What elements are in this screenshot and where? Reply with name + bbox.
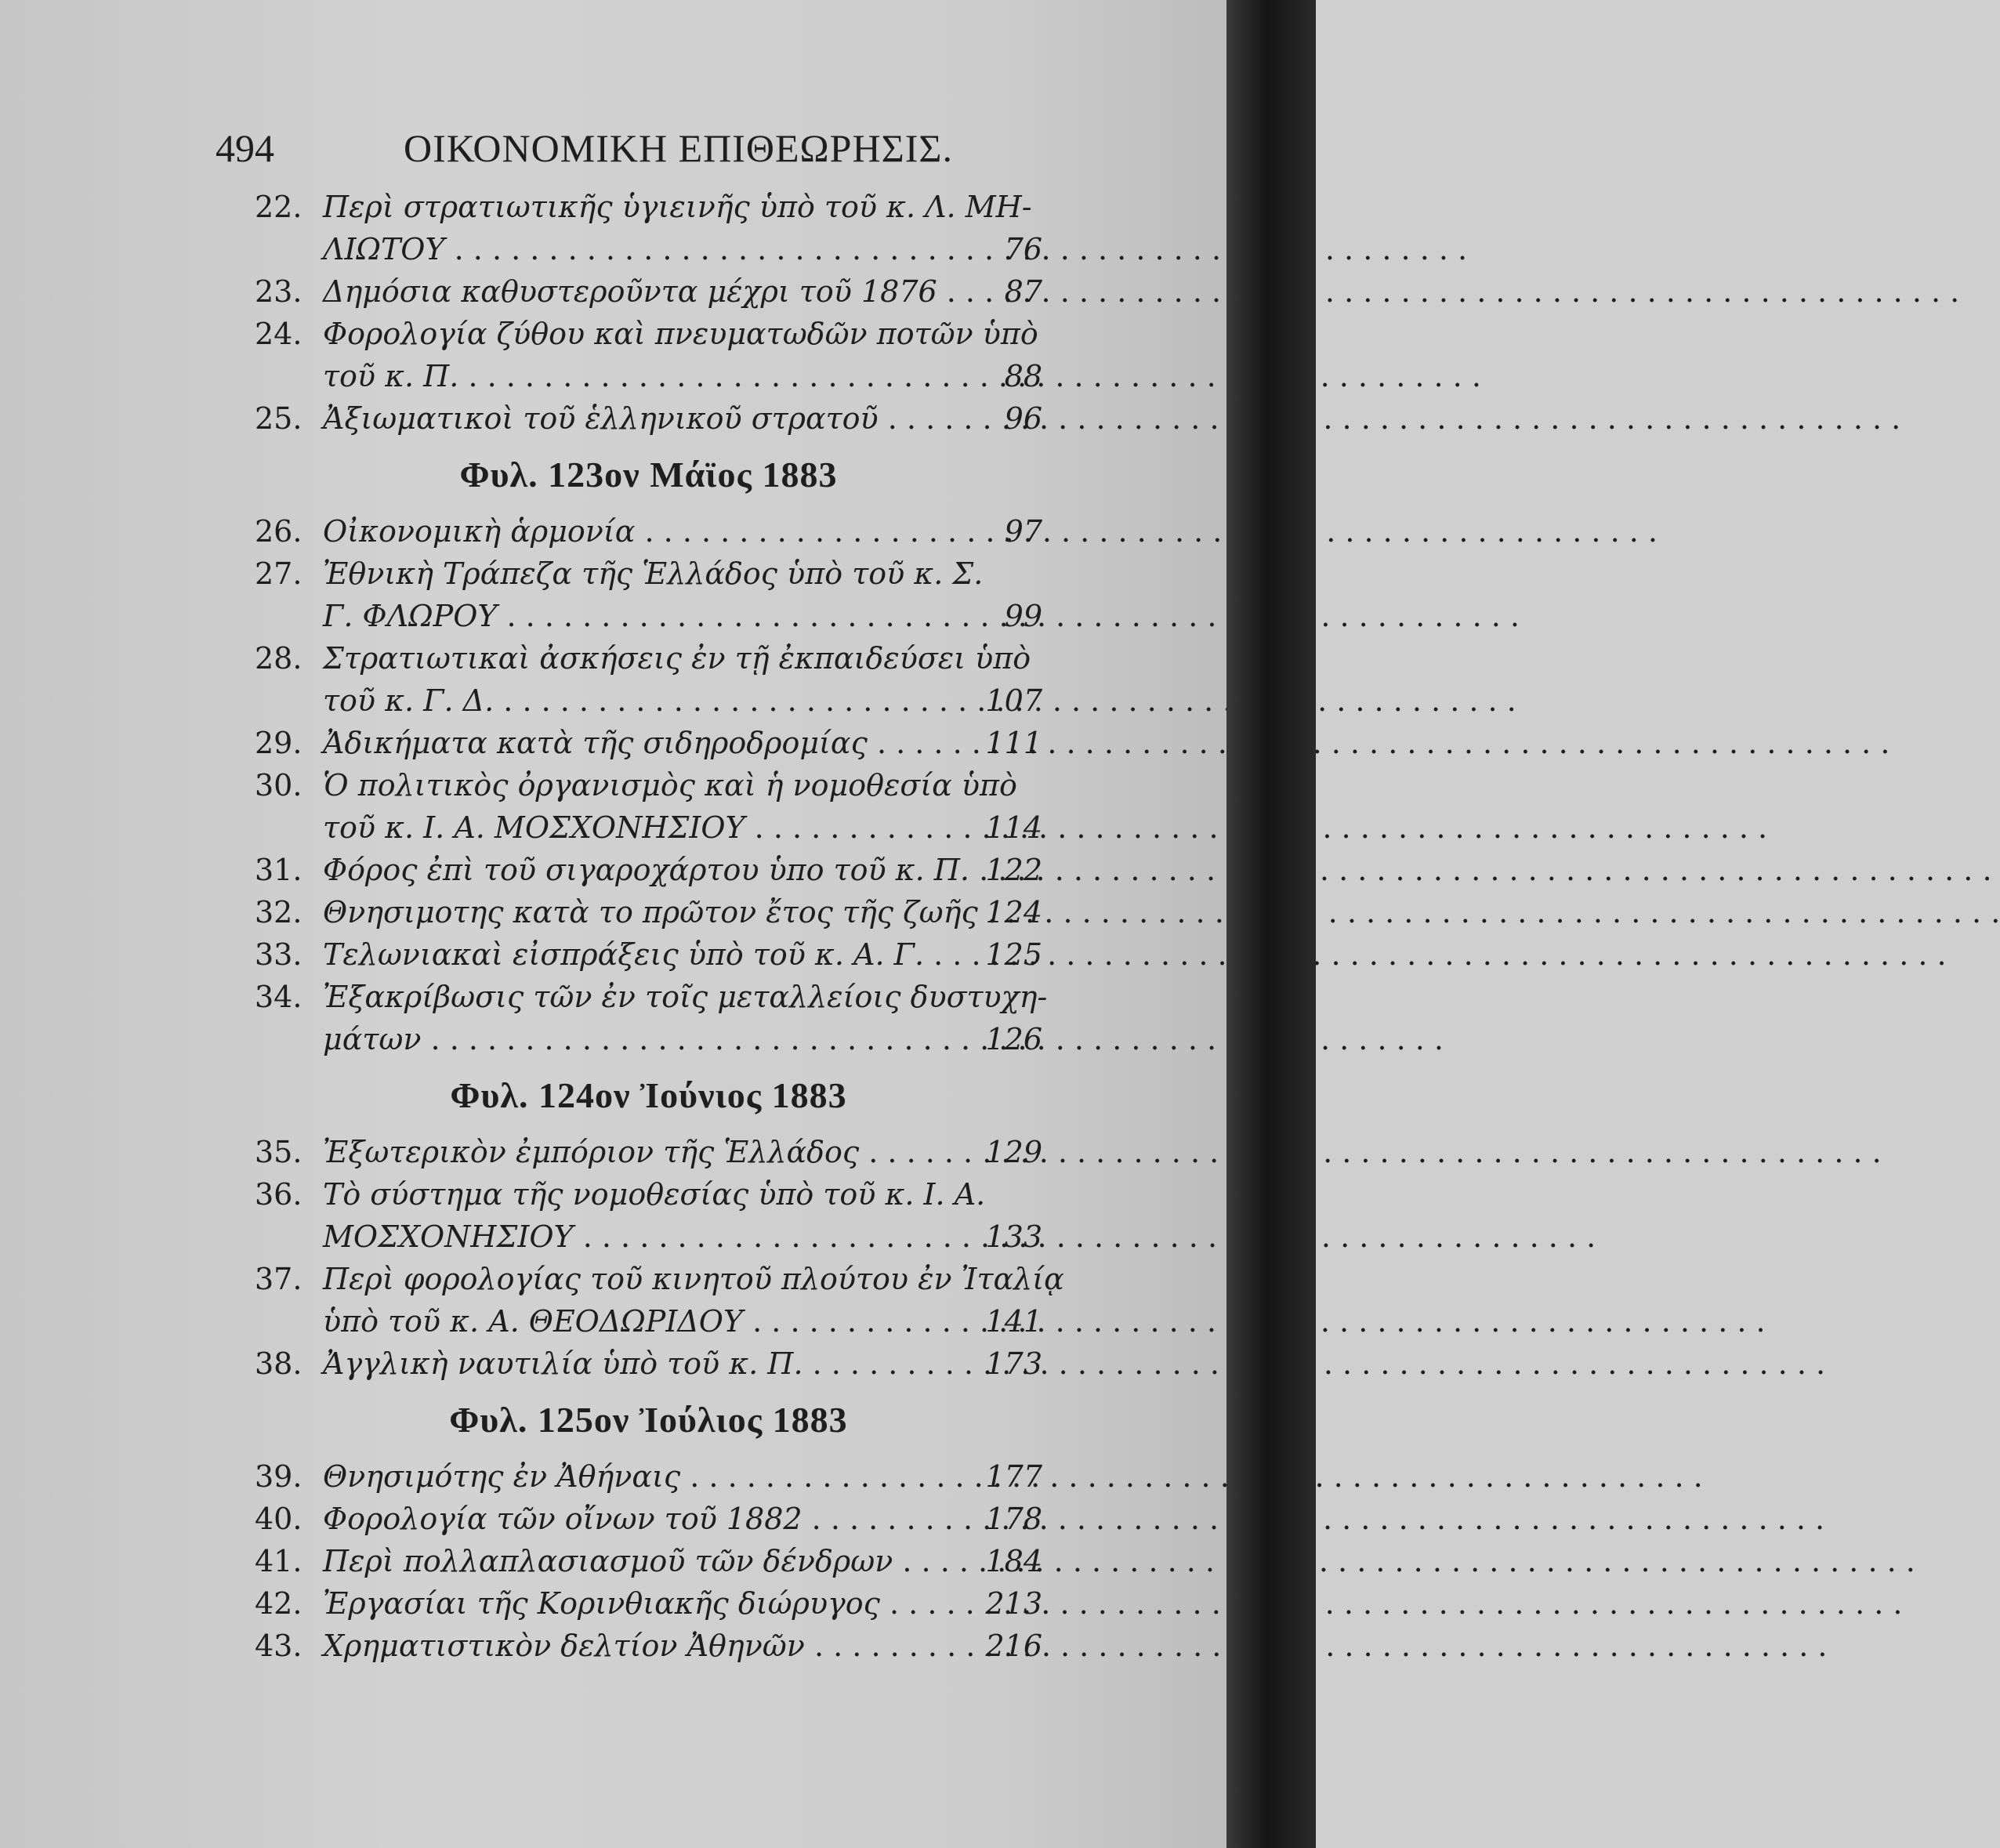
- section-heading: Φυλ. 123ον Μάϊος 1883: [459, 455, 838, 495]
- entry-title: τοῦ κ. Γ. Δ. . . .: [323, 679, 926, 722]
- entry-title: Φορολογία ζύθου καὶ πνευματωδῶν ποτῶν ὑπὸ: [323, 317, 1038, 351]
- entry-number: 42.: [255, 1586, 303, 1621]
- entry-page-number: 184: [985, 1544, 1042, 1578]
- entry-title: Ἀγγλικὴ ναυτιλία ὑπὸ τοῦ κ. Π. . . .: [323, 1343, 926, 1385]
- entry-title: Περὶ πολλαπλασιασμοῦ τῶν δένδρων . . .: [323, 1540, 926, 1582]
- entry-title: Περὶ στρατιωτικῆς ὑγιεινῆς ὑπὸ τοῦ κ. Λ. ΜΗ-: [323, 190, 1032, 224]
- entry-title: Τὸ σύστημα τῆς νομοθεσίας ὑπὸ τοῦ κ. Ι. Α.: [323, 1177, 986, 1212]
- toc-entry-line: [255, 1455, 1042, 1498]
- toc-entry-line: [255, 764, 1042, 806]
- entry-title: Γ. ΦΛΩΡΟΥ . . .: [323, 595, 926, 637]
- entry-title: Ὁ πολιτικὸς ὀργανισμὸς καὶ ἡ νομοθεσία ὑπὸ: [323, 768, 1017, 803]
- entry-title: Τελωνιακαὶ εἰσπράξεις ὑπὸ τοῦ κ. Α. Γ. . . .: [323, 933, 926, 976]
- entry-page-number: 125: [985, 937, 1042, 972]
- entry-page-number: 111: [985, 726, 1042, 760]
- toc-entry-line: [255, 1343, 1042, 1385]
- toc-entry-line: [255, 722, 1042, 764]
- entry-number: 37.: [255, 1262, 303, 1296]
- entry-title: Στρατιωτικαὶ ἀσκήσεις ἐν τῇ ἐκπαιδεύσει ὑπὸ: [323, 641, 1031, 676]
- entry-number: 23.: [255, 274, 303, 309]
- entry-number: 27.: [255, 556, 303, 591]
- entry-number: 43.: [255, 1629, 303, 1663]
- entry-title: Ἀδικήματα κατὰ τῆς σιδηροδρομίας . . .: [323, 722, 926, 764]
- entry-title: Περὶ φορολογίας τοῦ κινητοῦ πλούτου ἐν Ἰταλίᾳ: [323, 1262, 1064, 1296]
- entry-page-number: 173: [985, 1346, 1042, 1381]
- page-number: 494: [216, 126, 274, 170]
- entry-page-number: 122: [985, 853, 1042, 887]
- entry-page-number: 126: [985, 1022, 1042, 1056]
- entry-page-number: 124: [985, 895, 1042, 929]
- entry-title: Ἀξιωματικοὶ τοῦ ἑλληνικοῦ στρατοῦ . . .: [323, 397, 926, 440]
- entry-page-number: 87: [1004, 274, 1042, 309]
- entry-page-number: 213: [985, 1586, 1042, 1621]
- entry-page-number: 97: [1004, 514, 1042, 549]
- entry-title: Ἐξακρίβωσις τῶν ἐν τοῖς μεταλλείοις δυστυχη-: [323, 980, 1048, 1014]
- entry-page-number: 107: [985, 683, 1042, 718]
- entry-number: 40.: [255, 1502, 303, 1536]
- entry-page-number: 114: [985, 810, 1042, 845]
- entry-title: μάτων . . .: [323, 1018, 926, 1060]
- running-title: ΟΙΚΟΝΟΜΙΚΗ ΕΠΙΘΕΩΡΗΣΙΣ.: [404, 126, 953, 170]
- entry-title: Χρηματιστικὸν δελτίον Ἀθηνῶν . . .: [323, 1625, 926, 1667]
- toc-entry-line: [255, 1300, 1042, 1343]
- toc-entry-line: [255, 1582, 1042, 1625]
- toc-entry-line: [255, 806, 1042, 849]
- entry-title: Ἐξωτερικὸν ἐμπόριον τῆς Ἑλλάδος . . .: [323, 1131, 926, 1173]
- toc-entry-line: [255, 1258, 1064, 1300]
- toc-entry-line: [255, 933, 1042, 976]
- entry-title: Θνησιμότης ἐν Ἀθήναις . . .: [323, 1455, 926, 1498]
- entry-title: Θνησιμοτης κατὰ το πρῶτον ἔτος τῆς ζωῆς . . .: [323, 891, 926, 933]
- entry-number: 41.: [255, 1544, 303, 1578]
- entry-page-number: 96: [1004, 401, 1042, 436]
- entry-page-number: 178: [985, 1502, 1042, 1536]
- toc-entry-line: [255, 355, 1042, 397]
- toc-entry-line: [255, 553, 1042, 595]
- entry-title: Δημόσια καθυστεροῦντα μέχρι τοῦ 1876 . . .: [323, 270, 926, 313]
- toc-entry-line: [255, 849, 1042, 891]
- toc-entry-line: [255, 595, 1042, 637]
- entry-number: 32.: [255, 895, 303, 929]
- entry-page-number: 133: [985, 1219, 1042, 1254]
- toc-entry-line: [255, 397, 1042, 440]
- entry-page-number: 76: [1004, 232, 1042, 266]
- toc-entry-line: [255, 1216, 1042, 1258]
- toc-entry-line: [255, 679, 1042, 722]
- toc-entry-line: [255, 1173, 1042, 1216]
- entry-title: Φόρος ἐπὶ τοῦ σιγαροχάρτου ὑπο τοῦ κ. Π. . . .: [323, 849, 926, 891]
- toc-entry-line: [255, 510, 1042, 553]
- page-header: [216, 125, 999, 172]
- entry-page-number: 216: [985, 1629, 1042, 1663]
- entry-page-number: 88: [1004, 359, 1042, 393]
- toc-entry-line: [255, 1498, 1042, 1540]
- section-heading: Φυλ. 124ον Ἰούνιος 1883: [450, 1075, 847, 1115]
- section-heading: Φυλ. 125ον Ἰούλιος 1883: [449, 1400, 848, 1440]
- toc-entry-line: [255, 891, 1042, 933]
- toc-entry-line: [255, 976, 1048, 1018]
- toc-entry-line: [255, 1540, 1042, 1582]
- entry-title: Οἰκονομικὴ ἁρμονία . . .: [323, 510, 926, 553]
- entry-title: ΛΙΩΤΟΥ . . .: [323, 228, 926, 270]
- toc-entry-line: [255, 228, 1042, 270]
- entry-number: 31.: [255, 853, 303, 887]
- entry-number: 28.: [255, 641, 303, 676]
- entry-number: 22.: [255, 190, 303, 224]
- entry-number: 29.: [255, 726, 303, 760]
- toc-entry-line: [255, 186, 1042, 228]
- entry-number: 38.: [255, 1346, 303, 1381]
- entry-number: 36.: [255, 1177, 303, 1212]
- entry-number: 25.: [255, 401, 303, 436]
- entry-number: 35.: [255, 1135, 303, 1169]
- entry-number: 26.: [255, 514, 303, 549]
- toc-entry-line: [255, 1131, 1042, 1173]
- entry-title: Ἐργασίαι τῆς Κορινθιακῆς διώρυγος . . .: [323, 1582, 926, 1625]
- entry-number: 39.: [255, 1459, 303, 1494]
- toc-entry-line: [255, 313, 1042, 355]
- entry-page-number: 99: [1004, 599, 1042, 633]
- table-of-contents: [255, 186, 1064, 1667]
- toc-entry-line: [255, 1018, 1042, 1060]
- entry-title: ΜΟΣΧΟΝΗΣΙΟΥ . . .: [323, 1216, 926, 1258]
- entry-title: Φορολογία τῶν οἴνων τοῦ 1882 . . .: [323, 1498, 926, 1540]
- entry-title: Ἐθνικὴ Τράπεζα τῆς Ἑλλάδος ὑπὸ τοῦ κ. Σ.: [323, 556, 984, 591]
- entry-page-number: 177: [985, 1459, 1042, 1494]
- toc-entry-line: [255, 270, 1042, 313]
- entry-title: τοῦ κ. Ι. Α. ΜΟΣΧΟΝΗΣΙΟΥ . . .: [323, 806, 926, 849]
- entry-page-number: 141: [985, 1304, 1042, 1339]
- entry-number: 34.: [255, 980, 303, 1014]
- entry-title: ὑπὸ τοῦ κ. Α. ΘΕΟΔΩΡΙΔΟΥ . . .: [323, 1300, 926, 1343]
- entry-number: 30.: [255, 768, 303, 803]
- toc-entry-line: [255, 637, 1042, 679]
- entry-number: 24.: [255, 317, 303, 351]
- book-spine-shadow: [1226, 0, 1316, 1848]
- entry-number: 33.: [255, 937, 303, 972]
- entry-title: τοῦ κ. Π. . . .: [323, 355, 926, 397]
- entry-page-number: 129: [985, 1135, 1042, 1169]
- toc-entry-line: [255, 1625, 1042, 1667]
